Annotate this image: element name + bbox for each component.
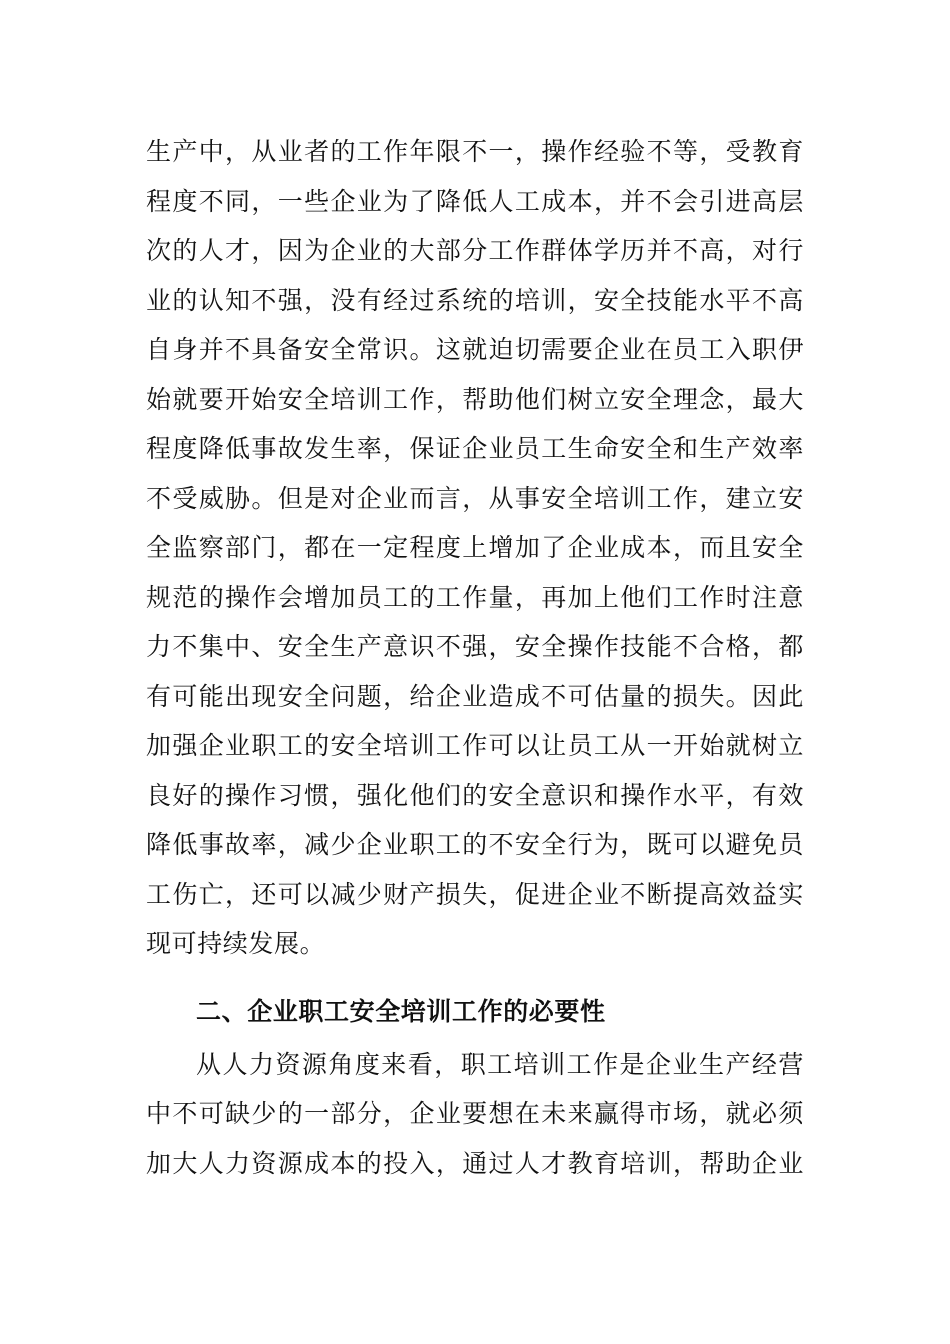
text-line: 自身并不具备安全常识。这就迫切需要企业在员工入职伊: [146, 335, 804, 364]
document-body: [146, 127, 804, 1188]
text-line: 不受威胁。但是对企业而言，从事安全培训工作，建立安: [146, 483, 804, 513]
text-line: 力不集中、安全生产意识不强，安全操作技能不合格，都: [146, 632, 804, 661]
text-line: 生产中，从业者的工作年限不一，操作经验不等，受教育: [146, 137, 804, 166]
paragraph-1: [146, 127, 804, 969]
text-line: 规范的操作会增加员工的工作量，再加上他们工作时注意: [146, 582, 804, 612]
text-line: 中不可缺少的一部分，企业要想在未来赢得市场，就必须: [146, 1099, 804, 1128]
text-line: 从人力资源角度来看，职工培训工作是企业生产经营: [196, 1049, 804, 1079]
text-line: 现可持续发展。: [146, 929, 326, 958]
text-line: 加大人力资源成本的投入，通过人才教育培训，帮助企业: [146, 1148, 804, 1178]
text-line: 有可能出现安全问题，给企业造成不可估量的损失。因此: [146, 681, 804, 711]
section-heading: 二、企业职工安全培训工作的必要性: [196, 996, 606, 1026]
text-line: 加强企业职工的安全培训工作可以让员工从一开始就树立: [146, 731, 804, 760]
paragraph-2: [146, 1040, 804, 1189]
text-line: 全监察部门，都在一定程度上增加了企业成本，而且安全: [146, 533, 804, 562]
text-line: 良好的操作习惯，强化他们的安全意识和操作水平，有效: [146, 780, 804, 810]
text-line: 始就要开始安全培训工作，帮助他们树立安全理念，最大: [146, 384, 804, 414]
text-line: 程度不同，一些企业为了降低人工成本，并不会引进高层: [146, 186, 804, 216]
text-line: 业的认知不强，没有经过系统的培训，安全技能水平不高: [146, 285, 804, 315]
text-line: 次的人才，因为企业的大部分工作群体学历并不高，对行: [146, 236, 804, 265]
text-line: 工伤亡，还可以减少财产损失，促进企业不断提高效益实: [146, 879, 804, 909]
text-line: 程度降低事故发生率，保证企业员工生命安全和生产效率: [146, 434, 804, 463]
text-line: 降低事故率，减少企业职工的不安全行为，既可以避免员: [146, 830, 804, 859]
